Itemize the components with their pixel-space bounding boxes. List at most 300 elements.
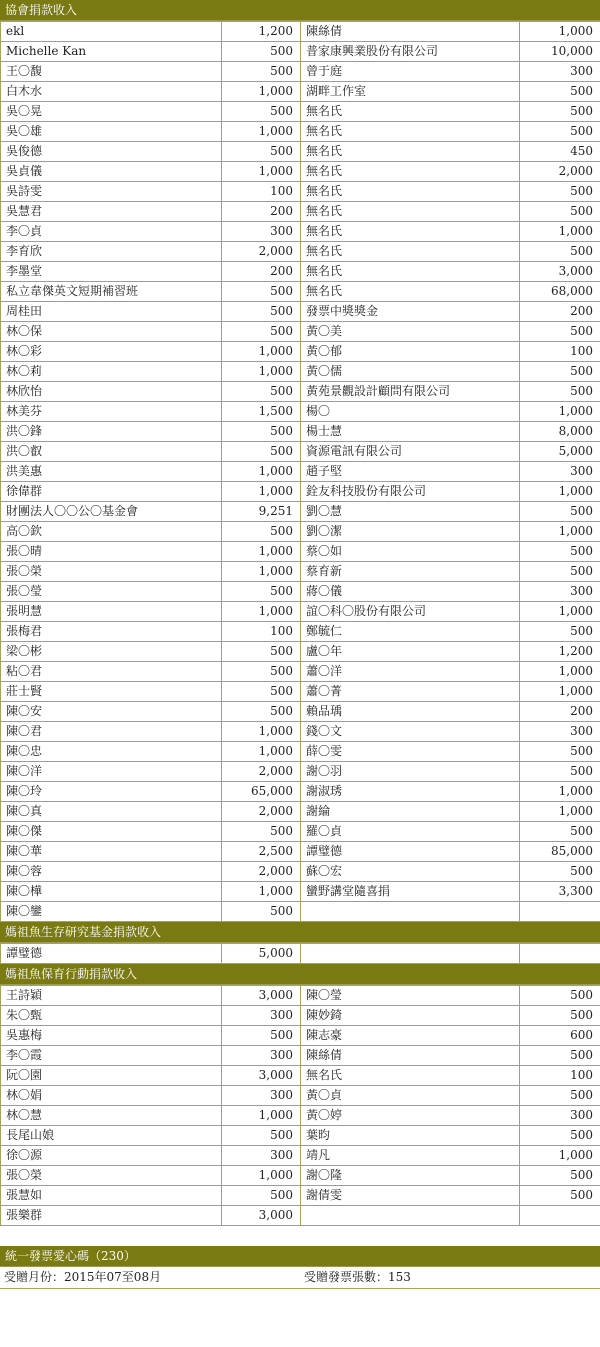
donation-amount: 3,000 (222, 986, 301, 1006)
donor-name: 蔡〇如 (301, 542, 520, 562)
donor-name: 譚璧德 (1, 944, 222, 964)
donation-amount: 500 (520, 562, 600, 582)
donor-name: 楊〇 (301, 402, 520, 422)
table-row (1, 702, 600, 722)
donation-amount: 1,000 (520, 782, 600, 802)
donation-amount: 500 (520, 1126, 600, 1146)
donor-name: 林美芬 (1, 402, 222, 422)
donation-amount: 500 (222, 902, 301, 922)
table-row (1, 1166, 600, 1186)
donor-name: 陳〇忠 (1, 742, 222, 762)
donation-amount: 500 (520, 542, 600, 562)
donation-amount (520, 902, 600, 922)
donor-name: 蕭〇菁 (301, 682, 520, 702)
table-row (1, 1186, 600, 1206)
donor-name (301, 944, 520, 964)
table-row (1, 442, 600, 462)
donation-amount: 500 (222, 662, 301, 682)
donation-table (0, 943, 600, 964)
donation-amount: 3,000 (222, 1206, 301, 1226)
donation-table (0, 21, 600, 922)
donation-amount: 500 (520, 742, 600, 762)
donation-amount: 2,000 (222, 862, 301, 882)
donor-name: 蕭〇洋 (301, 662, 520, 682)
section-title: 媽祖魚生存研究基金捐款收入 (0, 922, 600, 943)
table-row (1, 902, 600, 922)
donor-name: 謝綸 (301, 802, 520, 822)
donation-amount: 500 (520, 1166, 600, 1186)
donor-name: 陳絲倩 (301, 1046, 520, 1066)
table-row (1, 462, 600, 482)
donation-amount: 500 (520, 382, 600, 402)
table-row (1, 1066, 600, 1086)
donor-name: 陳〇真 (1, 802, 222, 822)
table-row (1, 82, 600, 102)
donation-amount: 200 (222, 262, 301, 282)
donor-name: 銓友科技股份有限公司 (301, 482, 520, 502)
donation-amount: 1,000 (520, 22, 600, 42)
donation-amount: 500 (222, 62, 301, 82)
donor-name: 李墨堂 (1, 262, 222, 282)
donor-name: 黃〇儒 (301, 362, 520, 382)
donor-name: 張明慧 (1, 602, 222, 622)
donor-name: 蔣〇儀 (301, 582, 520, 602)
donation-amount: 500 (520, 502, 600, 522)
donation-amount: 1,500 (222, 402, 301, 422)
donation-amount: 200 (520, 302, 600, 322)
donation-amount: 450 (520, 142, 600, 162)
donor-name: 周桂田 (1, 302, 222, 322)
donor-name: 林〇保 (1, 322, 222, 342)
donor-name: 吳詩雯 (1, 182, 222, 202)
table-row (1, 302, 600, 322)
donor-name: 劉〇慧 (301, 502, 520, 522)
donation-amount: 1,000 (222, 1166, 301, 1186)
donor-name: 徐偉群 (1, 482, 222, 502)
donation-amount: 1,000 (222, 122, 301, 142)
donation-amount: 1,000 (520, 602, 600, 622)
donor-name: 謝倩雯 (301, 1186, 520, 1206)
donation-amount: 1,000 (222, 542, 301, 562)
donation-amount: 5,000 (222, 944, 301, 964)
donation-amount: 500 (520, 82, 600, 102)
donation-amount: 1,000 (520, 482, 600, 502)
donation-amount: 1,000 (222, 602, 301, 622)
donor-name: 吳貞儀 (1, 162, 222, 182)
donor-name: 黃〇美 (301, 322, 520, 342)
donation-amount: 500 (520, 762, 600, 782)
donation-amount: 500 (520, 322, 600, 342)
table-row (1, 122, 600, 142)
spacer (0, 1226, 600, 1246)
donation-amount: 1,000 (222, 462, 301, 482)
donation-amount: 8,000 (520, 422, 600, 442)
table-row (1, 282, 600, 302)
donor-name: 湖畔工作室 (301, 82, 520, 102)
donation-amount: 200 (222, 202, 301, 222)
donation-amount: 100 (520, 1066, 600, 1086)
donation-amount: 500 (222, 522, 301, 542)
table-row (1, 202, 600, 222)
donor-name: 高〇欽 (1, 522, 222, 542)
donation-amount: 200 (520, 702, 600, 722)
donation-amount: 1,200 (520, 642, 600, 662)
table-row (1, 1086, 600, 1106)
table-row (1, 986, 600, 1006)
donor-name (301, 1206, 520, 1226)
donor-name: 無名氏 (301, 182, 520, 202)
donor-name: 林欣怡 (1, 382, 222, 402)
donor-name: 莊士賢 (1, 682, 222, 702)
donation-amount: 500 (222, 702, 301, 722)
donor-name: 梁〇彬 (1, 642, 222, 662)
donation-amount: 300 (222, 222, 301, 242)
donor-name: 李〇霞 (1, 1046, 222, 1066)
donation-amount: 500 (222, 682, 301, 702)
donor-name: 無名氏 (301, 202, 520, 222)
donor-name: 薛〇雯 (301, 742, 520, 762)
donation-amount: 1,000 (222, 362, 301, 382)
donation-amount: 500 (520, 202, 600, 222)
donor-name: 阮〇園 (1, 1066, 222, 1086)
table-row (1, 762, 600, 782)
donor-name: 陳〇君 (1, 722, 222, 742)
donation-amount: 500 (222, 582, 301, 602)
donation-amount: 500 (520, 182, 600, 202)
donor-name: 張〇榮 (1, 1166, 222, 1186)
table-row (1, 22, 600, 42)
table-row (1, 1146, 600, 1166)
table-row (1, 542, 600, 562)
donor-name: 洪美惠 (1, 462, 222, 482)
donation-amount: 500 (222, 322, 301, 342)
donation-amount: 300 (222, 1086, 301, 1106)
donor-name: 無名氏 (301, 262, 520, 282)
donor-name: 無名氏 (301, 282, 520, 302)
donor-name: 吳〇雄 (1, 122, 222, 142)
donor-name: 蔡育新 (301, 562, 520, 582)
donation-amount: 2,000 (520, 162, 600, 182)
donor-name: 白木水 (1, 82, 222, 102)
table-row (1, 862, 600, 882)
section-title: 媽祖魚保育行動捐款收入 (0, 964, 600, 985)
table-row (1, 1006, 600, 1026)
donor-name: 張樂群 (1, 1206, 222, 1226)
donor-name: 發票中獎獎金 (301, 302, 520, 322)
table-row (1, 422, 600, 442)
donor-name: 無名氏 (301, 242, 520, 262)
donation-amount: 500 (520, 102, 600, 122)
donor-name: 蠻野講堂隨喜捐 (301, 882, 520, 902)
table-row (1, 322, 600, 342)
donation-amount: 3,000 (520, 262, 600, 282)
donor-name: 朱〇甄 (1, 1006, 222, 1026)
table-row (1, 402, 600, 422)
table-row (1, 682, 600, 702)
table-row (1, 42, 600, 62)
donor-name: 張梅君 (1, 622, 222, 642)
table-row (1, 362, 600, 382)
donation-amount: 1,000 (520, 402, 600, 422)
donor-name: 吳〇晃 (1, 102, 222, 122)
table-row (1, 1046, 600, 1066)
donation-amount: 1,000 (222, 722, 301, 742)
donor-name: 陳〇蓉 (1, 862, 222, 882)
table-row (1, 62, 600, 82)
donation-amount: 3,300 (520, 882, 600, 902)
donor-name (301, 902, 520, 922)
donation-amount: 500 (520, 862, 600, 882)
donor-name: 財團法人〇〇公〇基金會 (1, 502, 222, 522)
donation-table (0, 985, 600, 1226)
donation-amount: 1,000 (222, 562, 301, 582)
table-row (1, 142, 600, 162)
donation-amount: 1,000 (222, 1106, 301, 1126)
donor-name: 張〇榮 (1, 562, 222, 582)
donation-amount: 100 (520, 342, 600, 362)
donor-name: 鄭毓仁 (301, 622, 520, 642)
donor-name: 洪〇鋒 (1, 422, 222, 442)
donation-amount: 500 (520, 622, 600, 642)
table-row (1, 662, 600, 682)
table-row (1, 722, 600, 742)
donation-amount: 2,000 (222, 242, 301, 262)
donation-amount: 500 (520, 1006, 600, 1026)
donation-amount: 5,000 (520, 442, 600, 462)
donor-name: 吳惠梅 (1, 1026, 222, 1046)
donor-name: 長尾山娘 (1, 1126, 222, 1146)
donor-name: 洪〇叡 (1, 442, 222, 462)
donor-name: 黃〇郁 (301, 342, 520, 362)
table-row (1, 944, 600, 964)
donation-amount: 600 (520, 1026, 600, 1046)
donor-name: 無名氏 (301, 1066, 520, 1086)
table-row (1, 782, 600, 802)
donation-amount: 300 (222, 1006, 301, 1026)
donor-name: 李育欣 (1, 242, 222, 262)
donor-name: 劉〇潔 (301, 522, 520, 542)
donor-name: 無名氏 (301, 142, 520, 162)
donor-name: 陳〇安 (1, 702, 222, 722)
donation-amount: 68,000 (520, 282, 600, 302)
donation-amount: 1,000 (222, 82, 301, 102)
donation-amount: 500 (222, 1126, 301, 1146)
donation-amount: 100 (222, 182, 301, 202)
donor-name: 陳〇洋 (1, 762, 222, 782)
donation-amount: 500 (222, 442, 301, 462)
donor-name: Michelle Kan (1, 42, 222, 62)
donor-name: 吳慧君 (1, 202, 222, 222)
donation-amount: 300 (520, 1106, 600, 1126)
donor-name: 林〇彩 (1, 342, 222, 362)
donor-name: 趙子堅 (301, 462, 520, 482)
donation-amount: 2,500 (222, 842, 301, 862)
donation-amount: 1,200 (222, 22, 301, 42)
donor-name: 張〇晴 (1, 542, 222, 562)
donor-name: 無名氏 (301, 162, 520, 182)
invoice-title: 統一發票愛心碼（230） (0, 1246, 600, 1267)
donation-amount: 500 (520, 362, 600, 382)
donor-name: 王〇馥 (1, 62, 222, 82)
donor-name: 吳俊德 (1, 142, 222, 162)
donation-amount: 65,000 (222, 782, 301, 802)
donation-amount: 1,000 (222, 882, 301, 902)
donation-amount: 300 (520, 722, 600, 742)
donation-amount: 1,000 (222, 342, 301, 362)
donor-name: 李〇貞 (1, 222, 222, 242)
table-row (1, 822, 600, 842)
donor-name: 誼〇科〇股份有限公司 (301, 602, 520, 622)
donor-name: 陳妙錡 (301, 1006, 520, 1026)
donation-amount: 300 (222, 1146, 301, 1166)
donor-name: 徐〇源 (1, 1146, 222, 1166)
table-row (1, 562, 600, 582)
donor-name: 張〇瑩 (1, 582, 222, 602)
donation-amount: 1,000 (520, 1146, 600, 1166)
donor-name: 謝〇羽 (301, 762, 520, 782)
donation-amount: 500 (520, 122, 600, 142)
table-row (1, 642, 600, 662)
donation-amount (520, 1206, 600, 1226)
donor-name: 謝〇隆 (301, 1166, 520, 1186)
table-row (1, 1026, 600, 1046)
donor-name: 陳〇鑾 (1, 902, 222, 922)
table-row (1, 1126, 600, 1146)
table-row (1, 182, 600, 202)
donor-name: 張慧如 (1, 1186, 222, 1206)
donation-amount: 500 (520, 242, 600, 262)
donor-name: 蘇〇宏 (301, 862, 520, 882)
donor-name: 譚璧德 (301, 842, 520, 862)
donation-amount: 85,000 (520, 842, 600, 862)
invoice-info-row (0, 1267, 600, 1289)
donation-amount: 2,000 (222, 802, 301, 822)
donation-amount: 500 (222, 142, 301, 162)
table-row (1, 522, 600, 542)
donor-name: 林〇莉 (1, 362, 222, 382)
donor-name: 羅〇貞 (301, 822, 520, 842)
table-row (1, 502, 600, 522)
donor-name: 謝淑琇 (301, 782, 520, 802)
donation-amount: 2,000 (222, 762, 301, 782)
donation-amount: 300 (520, 62, 600, 82)
donation-amount: 1,000 (520, 802, 600, 822)
donor-name: 陳絲倩 (301, 22, 520, 42)
donor-name: 陳〇瑩 (301, 986, 520, 1006)
donor-name: 陳〇華 (1, 842, 222, 862)
donation-amount: 300 (222, 1046, 301, 1066)
donation-amount: 500 (222, 42, 301, 62)
table-row (1, 262, 600, 282)
donation-amount: 3,000 (222, 1066, 301, 1086)
donor-name: 粘〇君 (1, 662, 222, 682)
donation-amount: 1,000 (222, 162, 301, 182)
donation-amount: 300 (520, 582, 600, 602)
donor-name: 黃苑景觀設計顧問有限公司 (301, 382, 520, 402)
donation-amount: 500 (520, 1086, 600, 1106)
donation-amount: 1,000 (520, 682, 600, 702)
donation-amount: 500 (222, 422, 301, 442)
donor-name: 曾于庭 (301, 62, 520, 82)
donation-amount: 500 (222, 1026, 301, 1046)
donor-name: 資源電訊有限公司 (301, 442, 520, 462)
donor-name: 林〇慧 (1, 1106, 222, 1126)
table-row (1, 882, 600, 902)
donor-name: 林〇娟 (1, 1086, 222, 1106)
table-row (1, 342, 600, 362)
donation-amount: 1,000 (222, 482, 301, 502)
donation-amount: 10,000 (520, 42, 600, 62)
donation-amount: 500 (520, 1046, 600, 1066)
donation-amount: 500 (222, 302, 301, 322)
table-row (1, 382, 600, 402)
donor-name: 葉昀 (301, 1126, 520, 1146)
donation-amount: 500 (222, 1186, 301, 1206)
table-row (1, 622, 600, 642)
donor-name: 盧〇年 (301, 642, 520, 662)
donor-name: 黃〇婷 (301, 1106, 520, 1126)
donation-amount: 500 (222, 822, 301, 842)
table-row (1, 802, 600, 822)
invoice-month: 受贈月份：2015年07至08月 (4, 1270, 162, 1284)
table-row (1, 162, 600, 182)
donor-name: 無名氏 (301, 222, 520, 242)
donor-name: 陳〇玲 (1, 782, 222, 802)
donor-name: 陳志豪 (301, 1026, 520, 1046)
donation-amount: 9,251 (222, 502, 301, 522)
donation-amount: 500 (520, 986, 600, 1006)
donation-amount: 500 (222, 282, 301, 302)
donation-amount (520, 944, 600, 964)
donor-name: 無名氏 (301, 122, 520, 142)
table-row (1, 1106, 600, 1126)
donation-amount: 500 (222, 642, 301, 662)
donor-name: 無名氏 (301, 102, 520, 122)
donor-name: 王詩穎 (1, 986, 222, 1006)
invoice-count: 受贈發票張數：153 (304, 1270, 411, 1284)
donor-name: ekl (1, 22, 222, 42)
donation-amount: 1,000 (222, 742, 301, 762)
donation-amount: 500 (520, 1186, 600, 1206)
donor-name: 普家康興業股份有限公司 (301, 42, 520, 62)
donation-amount: 500 (222, 102, 301, 122)
donor-name: 賴品瑀 (301, 702, 520, 722)
donor-name: 陳〇樺 (1, 882, 222, 902)
table-row (1, 742, 600, 762)
table-row (1, 102, 600, 122)
donor-name: 私立韋傑英文短期補習班 (1, 282, 222, 302)
donor-name: 靖凡 (301, 1146, 520, 1166)
donation-amount: 1,000 (520, 222, 600, 242)
donor-name: 黃〇貞 (301, 1086, 520, 1106)
donor-name: 錢〇文 (301, 722, 520, 742)
donation-amount: 1,000 (520, 522, 600, 542)
table-row (1, 582, 600, 602)
table-row (1, 482, 600, 502)
donation-amount: 1,000 (520, 662, 600, 682)
table-row (1, 1206, 600, 1226)
section-title: 協會捐款收入 (0, 0, 600, 21)
table-row (1, 602, 600, 622)
donation-amount: 100 (222, 622, 301, 642)
donation-amount: 300 (520, 462, 600, 482)
table-row (1, 222, 600, 242)
donation-amount: 500 (520, 822, 600, 842)
table-row (1, 242, 600, 262)
donor-name: 陳〇傑 (1, 822, 222, 842)
donation-amount: 500 (222, 382, 301, 402)
donor-name: 楊士慧 (301, 422, 520, 442)
